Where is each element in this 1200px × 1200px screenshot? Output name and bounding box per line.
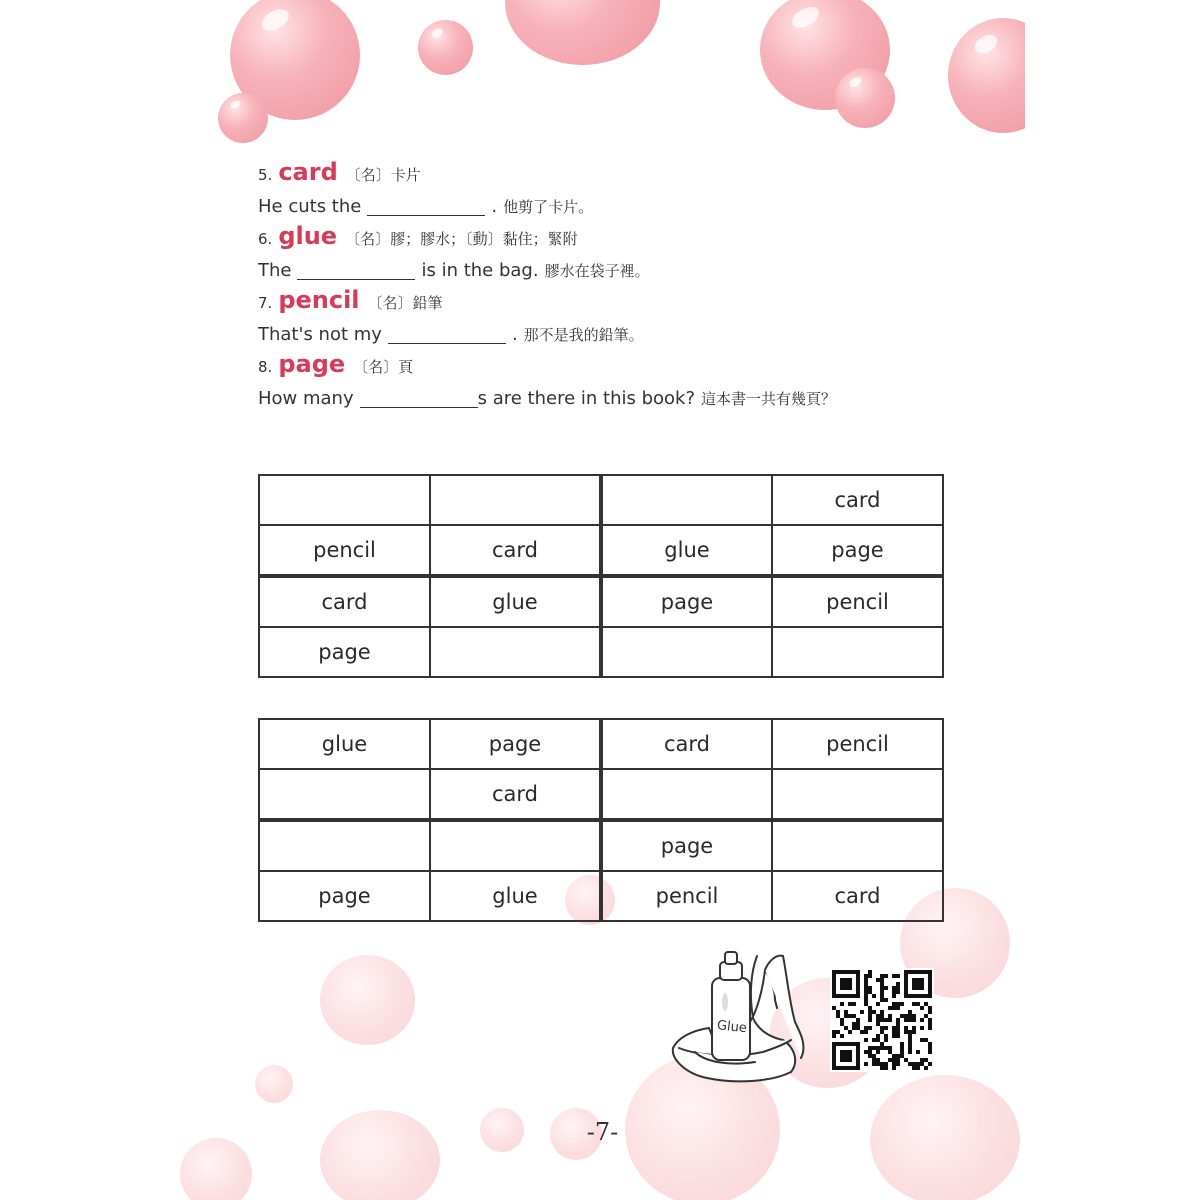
grid-cell [430,475,601,525]
bubble-decoration [218,93,268,143]
grid-cell [601,475,772,525]
glue-label: Glue [716,1018,748,1037]
entry-header [258,222,958,254]
grid-cell: card [772,475,943,525]
grid-cell: pencil [772,576,943,627]
grid-row [259,719,943,769]
grid-cell [772,820,943,871]
sentence-end: . [511,323,518,345]
grid-cell: page [601,576,772,627]
sentence-translation: 他剪了卡片。 [503,197,594,216]
grid-cell: card [601,719,772,769]
bubble-decoration [835,68,895,128]
grid-cell: page [259,627,430,677]
entry-number: 5. [258,166,273,184]
grid-cell: pencil [772,719,943,769]
grid-row [259,820,943,871]
sentence-translation: 這本書一共有幾頁？ [701,389,837,408]
bubble-decoration [948,18,1025,133]
example-sentence [258,254,958,286]
sentence-start: The [258,259,292,281]
word-grid-2 [258,718,944,922]
fill-in-blank [360,389,478,408]
grid-cell: card [259,576,430,627]
vocabulary-list [258,158,958,414]
bubble-decoration [255,1065,293,1103]
grid-cell: page [772,525,943,576]
grid-cell: card [430,525,601,576]
fill-in-blank [297,261,415,280]
entry-definition: 〔名〕卡片 [345,166,421,184]
grid-cell: page [430,719,601,769]
example-sentence [258,190,958,222]
fill-in-blank [367,197,485,216]
grid-cell [259,769,430,820]
sentence-translation: 那不是我的鉛筆。 [523,325,644,344]
grid-cell: page [259,871,430,921]
sentence-end: s are there in this book? [477,387,696,409]
grid-cell [259,475,430,525]
workbook-page [180,0,1025,1200]
grid-row [259,769,943,820]
sentence-translation: 膠水在袋子裡。 [544,261,650,280]
grid-row [259,525,943,576]
entry-definition: 〔名〕膠；膠水；〔動〕黏住；緊附 [345,230,578,248]
entry-word: page [278,350,346,378]
grid-row [259,475,943,525]
bubble-decoration [180,1138,252,1200]
grid-cell: pencil [259,525,430,576]
grid-cell: glue [259,719,430,769]
qr-code-icon [830,968,934,1072]
bubble-decoration [505,0,660,65]
grid-cell: glue [601,525,772,576]
grid-cell: pencil [601,871,772,921]
grid-cell [430,820,601,871]
grid-cell: page [601,820,772,871]
grid-row [259,871,943,921]
grid-cell [601,769,772,820]
grid-row [259,576,943,627]
entry-word: glue [278,222,338,250]
bubble-decoration [418,20,473,75]
entry-definition: 〔名〕頁 [353,358,414,376]
grid-cell [772,769,943,820]
grid-row [259,627,943,677]
entry-word: pencil [278,286,360,314]
entry-header [258,286,958,318]
grid-cell [259,820,430,871]
sentence-end: is in the bag. [421,259,539,281]
grid-cell [772,627,943,677]
glue-bag-illustration [665,948,815,1088]
sentence-start: How many [258,387,354,409]
grid-cell: card [430,769,601,820]
sentence-start: That's not my [258,323,382,345]
entry-header [258,350,958,382]
grid-cell [430,627,601,677]
example-sentence [258,382,958,414]
example-sentence [258,318,958,350]
word-grid-1 [258,474,944,678]
bubble-decoration [320,955,415,1045]
entry-word: card [278,158,338,186]
entry-number: 8. [258,358,273,376]
sentence-end: . [491,195,498,217]
entry-number: 7. [258,294,273,312]
grid-cell: card [772,871,943,921]
page-number: -7- [586,1118,619,1146]
grid-cell: glue [430,871,601,921]
entry-header [258,158,958,190]
sentence-start: He cuts the [258,195,362,217]
grid-cell: glue [430,576,601,627]
entry-definition: 〔名〕鉛筆 [367,294,443,312]
grid-cell [601,627,772,677]
fill-in-blank [388,325,506,344]
entry-number: 6. [258,230,273,248]
